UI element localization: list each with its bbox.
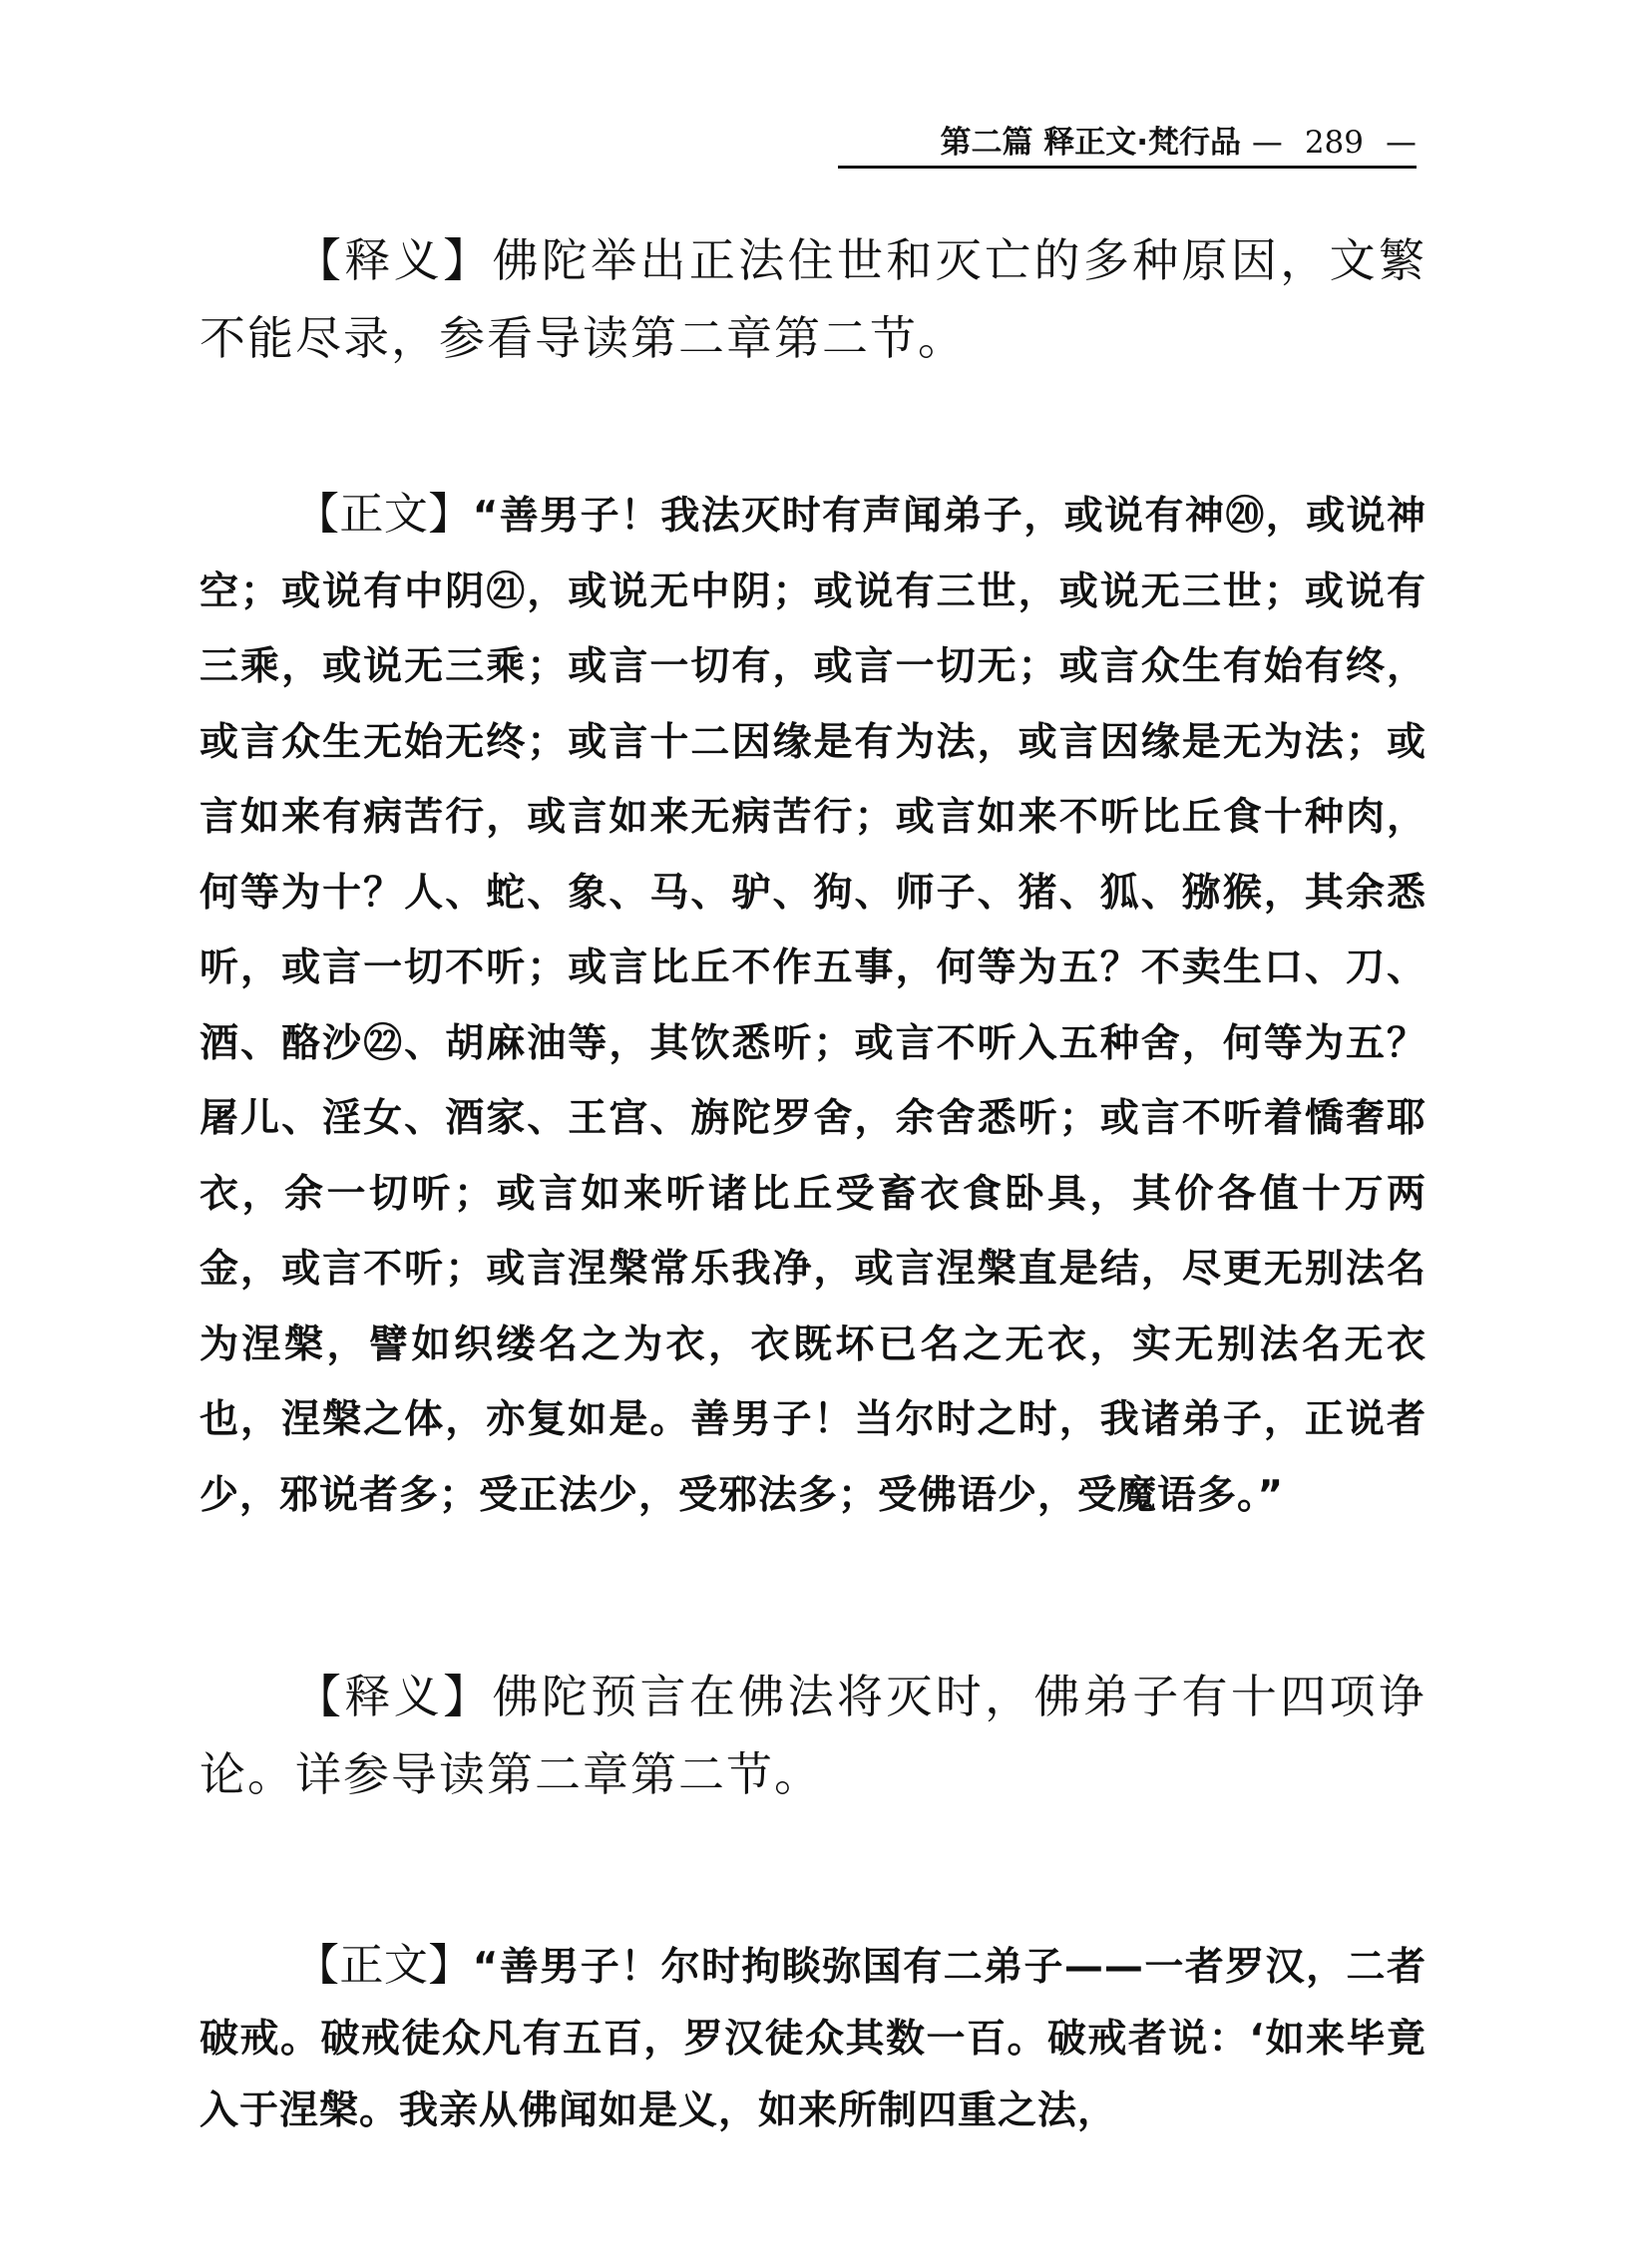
paragraph-text: “善男子！尔时拘睒弥国有二弟子——一者罗汉，二者破戒。破戒徒众凡有五百，罗汉徒众其数一百。破戒者说：‘如来毕竟入于涅槃。我亲从佛闻如是义，如来所制四重之法， [200,1945,1426,2133]
page-number: 289 [1304,125,1364,161]
paragraph-scripture-1 [200,477,1426,1533]
section-tag: 【释义】 [295,233,493,287]
paragraph-explanation-2 [200,1658,1426,1813]
paragraph-scripture-2 [200,1930,1426,2147]
section-tag: 【释义】 [295,1670,493,1723]
section-tag: 【正文】 [295,489,473,540]
paragraph-text: 佛陀预言在佛法将灭时，佛弟子有十四项诤论。详参导读第二章第二节。 [200,1670,1427,1801]
header-chapter-title: 第二篇 释正文·梵行品 [940,125,1242,161]
paragraph-explanation-1 [200,221,1426,377]
running-header [838,120,1417,169]
header-dash-left: — [1251,125,1283,161]
header-dash-right: — [1386,125,1417,161]
paragraph-text: “善男子！我法灭时有声闻弟子，或说有神⑳，或说神空；或说有中阴㉑，或说无中阴；或说有三世，或说无三世；或说有三乘，或说无三乘；或言一切有，或言一切无；或言众生有始有终，或言众生无始无终；或言十二因缘是有为法，或言因缘是无为法；或言如来有病苦行，或言如来无病苦行；或言如来不听比丘食十种肉，何等为十？人、蛇、象、马、驴、狗、师子、猪、狐、猕猴，其余悉听，或言一切不听；或言比丘不作五事，何等为五？不卖生口、刀、酒、酪沙㉒、胡麻油等，其饮悉听；或言不听入五种舍，何等为五？屠儿、淫女、酒家、王宫、旃陀罗舍，余舍悉听；或言不听着憍奢耶衣，余一切听；或言如来听诸比丘受畜衣食卧具，其价各值十万两金，或言不听；或言涅槃常乐我净，或言涅槃直是结，尽更无别法名为涅槃，譬如织缕名之为衣，衣既坏已名之无衣，实无别法名无衣也，涅槃之体，亦复如是。善男子！当尔时之时，我诸弟子，正说者少，邪说者多；受正法少，受邪法多；受佛语少，受魔语多。” [200,494,1426,1518]
paragraph-text: 佛陀举出正法住世和灭亡的多种原因，文繁不能尽录，参看导读第二章第二节。 [200,233,1427,365]
section-tag: 【正文】 [295,1940,473,1991]
